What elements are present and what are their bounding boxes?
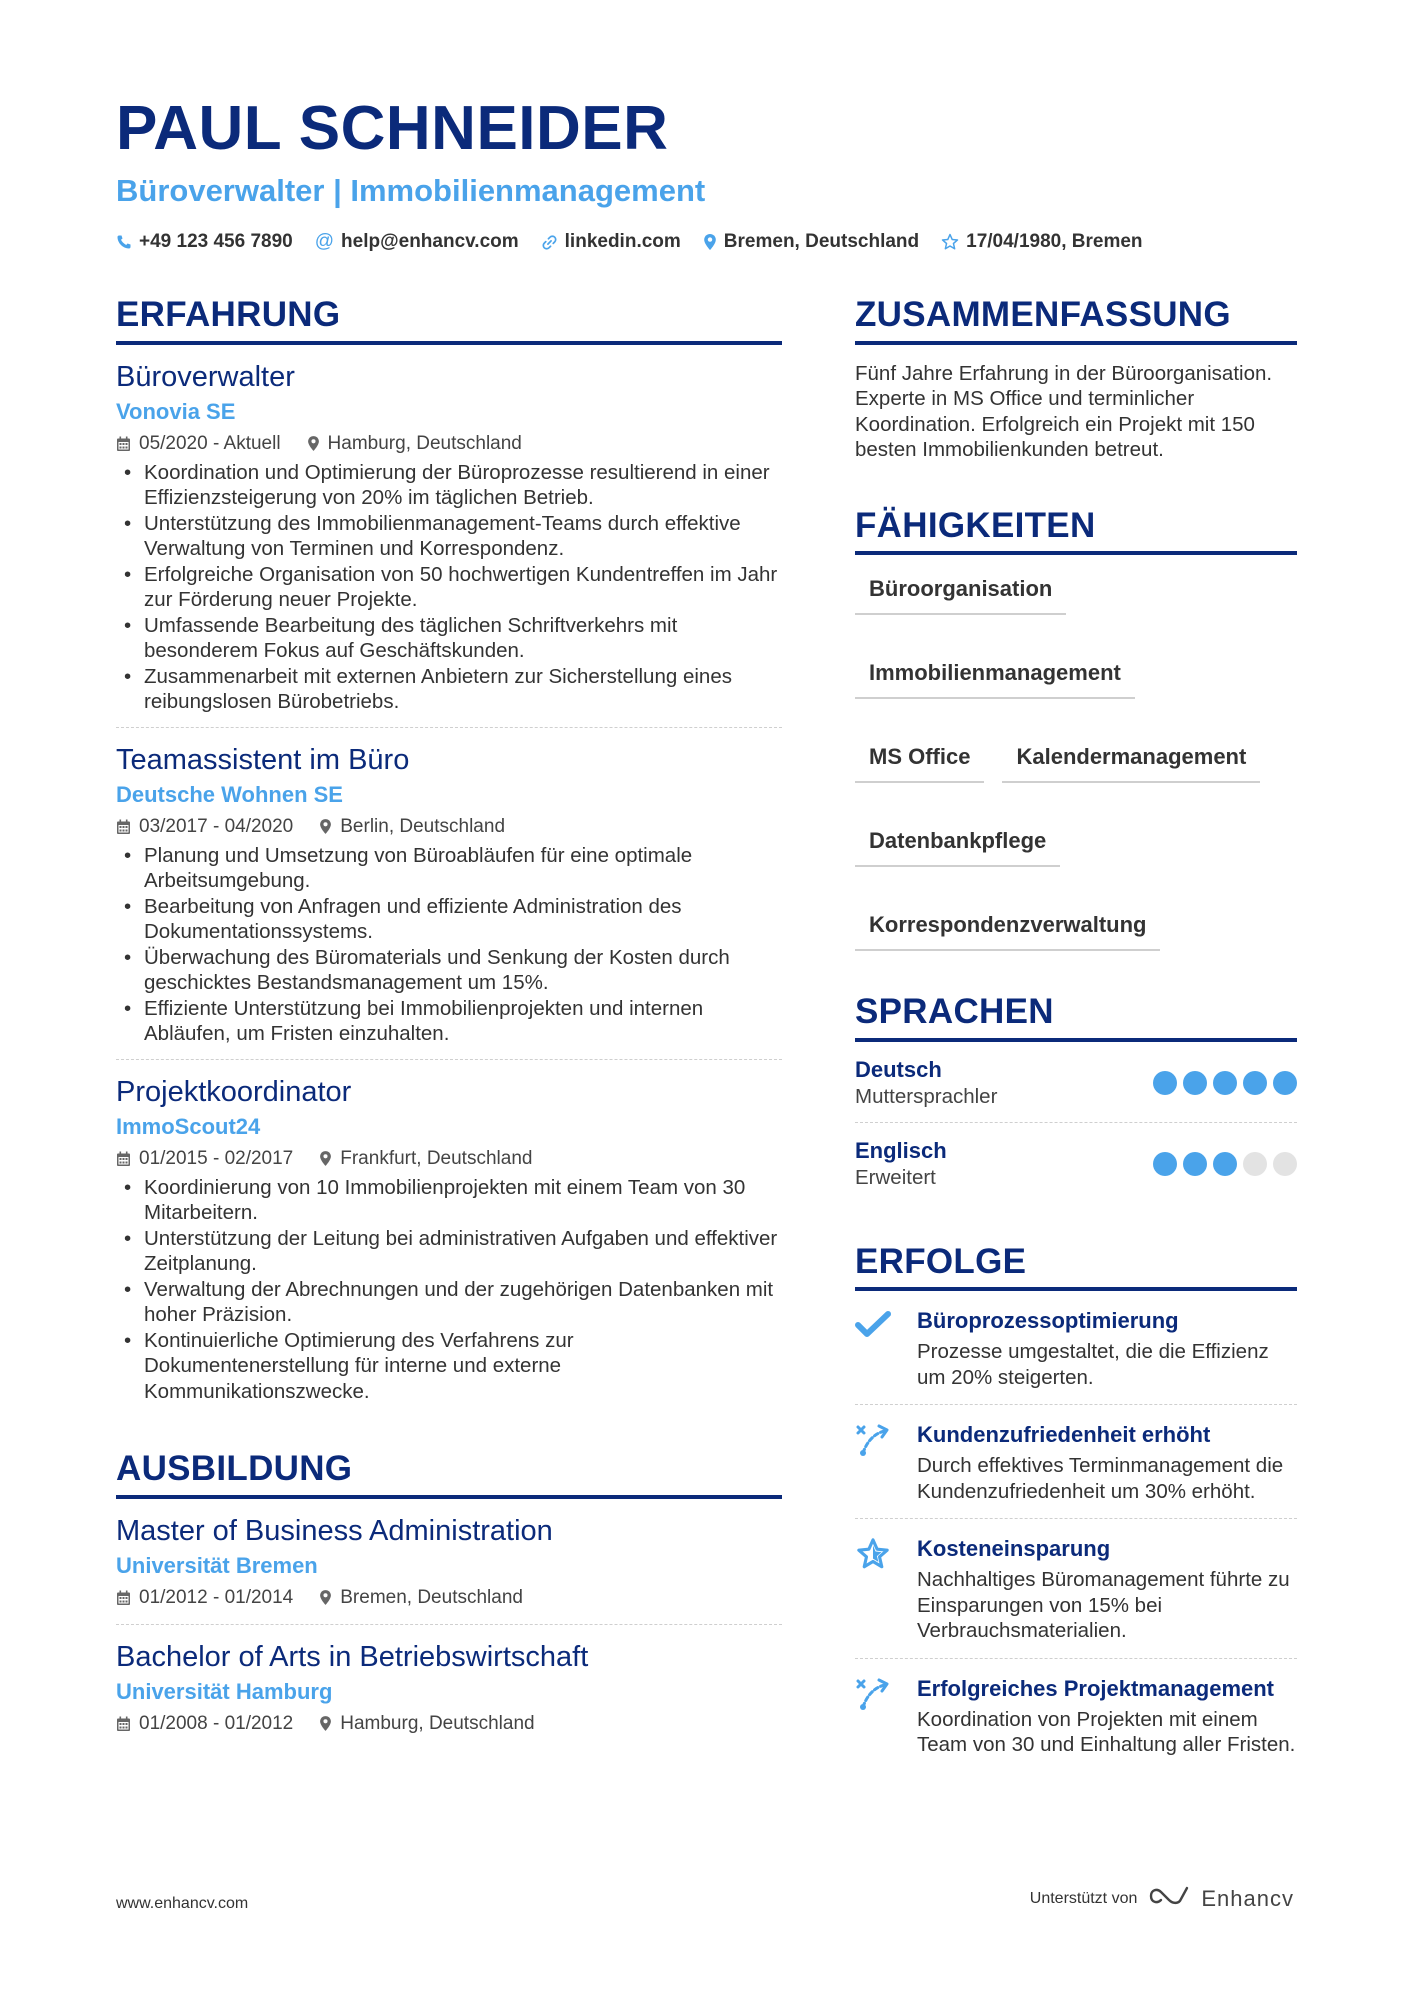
bullet-item: • Effiziente Unterstützung bei Immobilienprojekten und internen Abläufen, um Fristen einzuhalten.: [116, 996, 782, 1047]
skill-tag: Korrespondenzverwaltung: [855, 911, 1160, 951]
company-name: Deutsche Wohnen SE: [116, 781, 343, 807]
bullet-item: • Verwaltung der Abrechnungen und der zugehörigen Datenbanken mit hoher Präzision.: [116, 1277, 782, 1328]
contact-phone[interactable]: [116, 230, 293, 254]
education-section: [116, 1450, 782, 1750]
summary-text: Fünf Jahre Erfahrung in der Büroorganisation. Experte in MS Office und terminlicher Koordination. Erfolgreich ein Projekt mit 150 besten Immobilienkunden betreut.: [855, 361, 1273, 461]
job-bullets: [116, 843, 782, 1047]
skill-tag: MS Office: [855, 743, 984, 783]
rating-dot-filled: [1273, 1071, 1297, 1095]
company-name: Vonovia SE: [116, 398, 236, 424]
contact-linkedin-text: linkedin.com: [564, 231, 681, 252]
bullet-item: • Koordination und Optimierung der Büroprozesse resultierend in einer Effizienzsteigerung von 20% im täglichen Betrieb.: [116, 460, 782, 511]
rating-dot-filled: [1183, 1152, 1207, 1176]
bullet-item: • Koordinierung von 10 Immobilienprojekten mit einem Team von 30 Mitarbeitern.: [116, 1175, 782, 1226]
job-location: Berlin, Deutschland: [319, 813, 505, 841]
entry-meta: [116, 1584, 782, 1612]
education-entry: [116, 1499, 782, 1624]
achievement-title: Büroprozessoptimierung: [917, 1308, 1179, 1333]
achievement-desc: Nachhaltiges Büromanagement führte zu Einsparungen von 15% bei Verbrauchsmaterialien.: [917, 1568, 1290, 1642]
candidate-headline: Büroverwalter | Immobilienmanagement: [116, 173, 706, 208]
experience-title: ERFAHRUNG: [116, 296, 782, 345]
school-location: Bremen, Deutschland: [319, 1584, 523, 1612]
experience-entry: [116, 1059, 782, 1417]
skill-tag: Büroorganisation: [855, 575, 1066, 615]
entry-meta: [116, 1145, 782, 1173]
star-icon: [855, 1535, 895, 1644]
location-pin-icon: [307, 435, 320, 452]
skill-tag: Kalendermanagement: [1002, 743, 1260, 783]
location-pin-icon: [319, 1150, 332, 1167]
bullet-item: • Unterstützung des Immobilienmanagement-Teams durch effektive Verwaltung von Terminen und Korrespondenz.: [116, 511, 782, 562]
school-name: Universität Bremen: [116, 1552, 318, 1578]
achievement-item: [855, 1658, 1297, 1772]
bullet-item: • Kontinuierliche Optimierung des Verfahrens zur Dokumentenerstellung für interne und externe Kommunikationszwecke.: [116, 1328, 782, 1405]
calendar-icon: [116, 436, 131, 452]
skills-title: FÄHIGKEITEN: [855, 507, 1297, 556]
achievement-desc: Koordination von Projekten mit einem Team von 30 und Einhaltung aller Fristen.: [917, 1707, 1296, 1756]
location-icon: [703, 233, 717, 251]
language-item: [855, 1042, 1297, 1122]
education-entry: [116, 1624, 782, 1750]
school-name: Universität Hamburg: [116, 1678, 333, 1704]
entry-meta: [116, 813, 782, 841]
skills-section: [855, 507, 1297, 952]
skills-list: [855, 555, 1297, 951]
contact-birth: [941, 230, 1142, 254]
link-icon: [541, 234, 558, 251]
company-name: ImmoScout24: [116, 1113, 261, 1139]
job-location: Frankfurt, Deutschland: [319, 1145, 532, 1173]
rating-dot-filled: [1183, 1071, 1207, 1095]
date-range: 01/2008 - 01/2012: [116, 1710, 293, 1738]
star-icon: [941, 233, 959, 251]
contact-location: [703, 230, 919, 254]
achievement-item: [855, 1291, 1297, 1404]
enhancv-logo-icon: [1147, 1884, 1191, 1913]
language-level: Erweitert: [855, 1165, 936, 1189]
rating-dot-empty: [1273, 1152, 1297, 1176]
school-location: Hamburg, Deutschland: [319, 1710, 534, 1738]
rating-dot-filled: [1213, 1152, 1237, 1176]
entry-meta: [116, 1710, 782, 1738]
bullet-item: • Umfassende Bearbeitung des täglichen Schriftverkehrs mit besonderem Fokus auf Geschäftskunden.: [116, 613, 782, 664]
achievement-title: Kundenzufriedenheit erhöht: [917, 1422, 1211, 1447]
degree-title: Master of Business Administration: [116, 1514, 553, 1547]
job-bullets: [116, 1175, 782, 1405]
contact-email-text: help@enhancv.com: [341, 231, 519, 252]
experience-section: [116, 296, 782, 1416]
contact-phone-text: +49 123 456 7890: [139, 231, 293, 252]
calendar-icon: [116, 1716, 131, 1732]
rating-dot-filled: [1153, 1152, 1177, 1176]
location-pin-icon: [319, 1589, 332, 1606]
languages-title: SPRACHEN: [855, 993, 1297, 1042]
right-column: [855, 296, 1297, 1772]
summary-section: [855, 296, 1297, 463]
calendar-icon: [116, 819, 131, 835]
summary-title: ZUSAMMENFASSUNG: [855, 296, 1297, 345]
achievement-item: [855, 1518, 1297, 1658]
achievement-desc: Prozesse umgestaltet, die die Effizienz um 20% steigerten.: [917, 1340, 1269, 1389]
date-range: 03/2017 - 04/2020: [116, 813, 293, 841]
date-range: 01/2012 - 01/2014: [116, 1584, 293, 1612]
job-title: Büroverwalter: [116, 360, 295, 393]
location-pin-icon: [319, 1715, 332, 1732]
date-range: 05/2020 - Aktuell: [116, 430, 281, 458]
rating-dot-filled: [1213, 1071, 1237, 1095]
contact-bar: [116, 230, 1143, 254]
language-rating: [1153, 1152, 1297, 1176]
contact-birth-text: 17/04/1980, Bremen: [966, 231, 1143, 252]
job-bullets: [116, 460, 782, 715]
calendar-icon: [116, 1151, 131, 1167]
skill-tag: Immobilienmanagement: [855, 659, 1135, 699]
bullet-item: • Planung und Umsetzung von Büroabläufen für eine optimale Arbeitsumgebung.: [116, 843, 782, 894]
language-item: [855, 1122, 1297, 1203]
bullet-item: • Unterstützung der Leitung bei administrativen Aufgaben und effektiver Zeitplanung.: [116, 1226, 782, 1277]
bullet-item: • Überwachung des Büromaterials und Senkung der Kosten durch geschicktes Bestandsmanagement um 15%.: [116, 945, 782, 996]
contact-email[interactable]: [315, 230, 519, 254]
education-title: AUSBILDUNG: [116, 1450, 782, 1499]
strategy-icon: [855, 1675, 895, 1758]
left-column: [116, 296, 782, 1750]
job-title: Projektkoordinator: [116, 1075, 352, 1108]
achievement-title: Kosteneinsparung: [917, 1536, 1111, 1561]
rating-dot-filled: [1243, 1071, 1267, 1095]
contact-linkedin[interactable]: [541, 230, 681, 254]
footer-branding: [1030, 1884, 1294, 1913]
check-icon: [855, 1307, 895, 1390]
bullet-item: • Erfolgreiche Organisation von 50 hochwertigen Kundentreffen im Jahr zur Förderung neuer Projekte.: [116, 562, 782, 613]
achievement-title: Erfolgreiches Projektmanagement: [917, 1675, 1275, 1701]
achievement-item: [855, 1404, 1297, 1518]
language-level: Muttersprachler: [855, 1084, 998, 1108]
contact-location-text: Bremen, Deutschland: [723, 231, 920, 252]
brand-name: Enhancv: [1201, 1885, 1294, 1911]
strategy-icon: [855, 1421, 895, 1504]
experience-entry: [116, 345, 782, 727]
skill-tag: Datenbankpflege: [855, 827, 1060, 867]
rating-dot-filled: [1153, 1071, 1177, 1095]
experience-entry: [116, 727, 782, 1059]
calendar-icon: [116, 1590, 131, 1606]
bullet-item: • Zusammenarbeit mit externen Anbietern zur Sicherstellung eines reibungslosen Bürobetriebs.: [116, 664, 782, 715]
entry-meta: [116, 430, 782, 458]
language-name: Deutsch: [855, 1056, 942, 1082]
language-rating: [1153, 1071, 1297, 1095]
degree-title: Bachelor of Arts in Betriebswirtschaft: [116, 1640, 589, 1673]
phone-icon: [116, 234, 132, 250]
achievements-title: ERFOLGE: [855, 1243, 1297, 1292]
date-range: 01/2015 - 02/2017: [116, 1145, 293, 1173]
location-pin-icon: [319, 818, 332, 835]
achievement-desc: Durch effektives Terminmanagement die Kundenzufriedenheit um 30% erhöht.: [917, 1454, 1284, 1503]
achievements-section: [855, 1243, 1297, 1772]
footer-website[interactable]: www.enhancv.com: [116, 1895, 249, 1912]
candidate-name: PAUL SCHNEIDER: [116, 94, 669, 163]
language-name: Englisch: [855, 1137, 947, 1163]
at-icon: @: [314, 231, 335, 252]
job-title: Teamassistent im Büro: [116, 743, 410, 776]
rating-dot-empty: [1243, 1152, 1267, 1176]
bullet-item: • Bearbeitung von Anfragen und effiziente Administration des Dokumentationssystems.: [116, 894, 782, 945]
job-location: Hamburg, Deutschland: [307, 430, 522, 458]
powered-by-text: Unterstützt von: [1029, 1889, 1138, 1907]
languages-section: [855, 993, 1297, 1203]
